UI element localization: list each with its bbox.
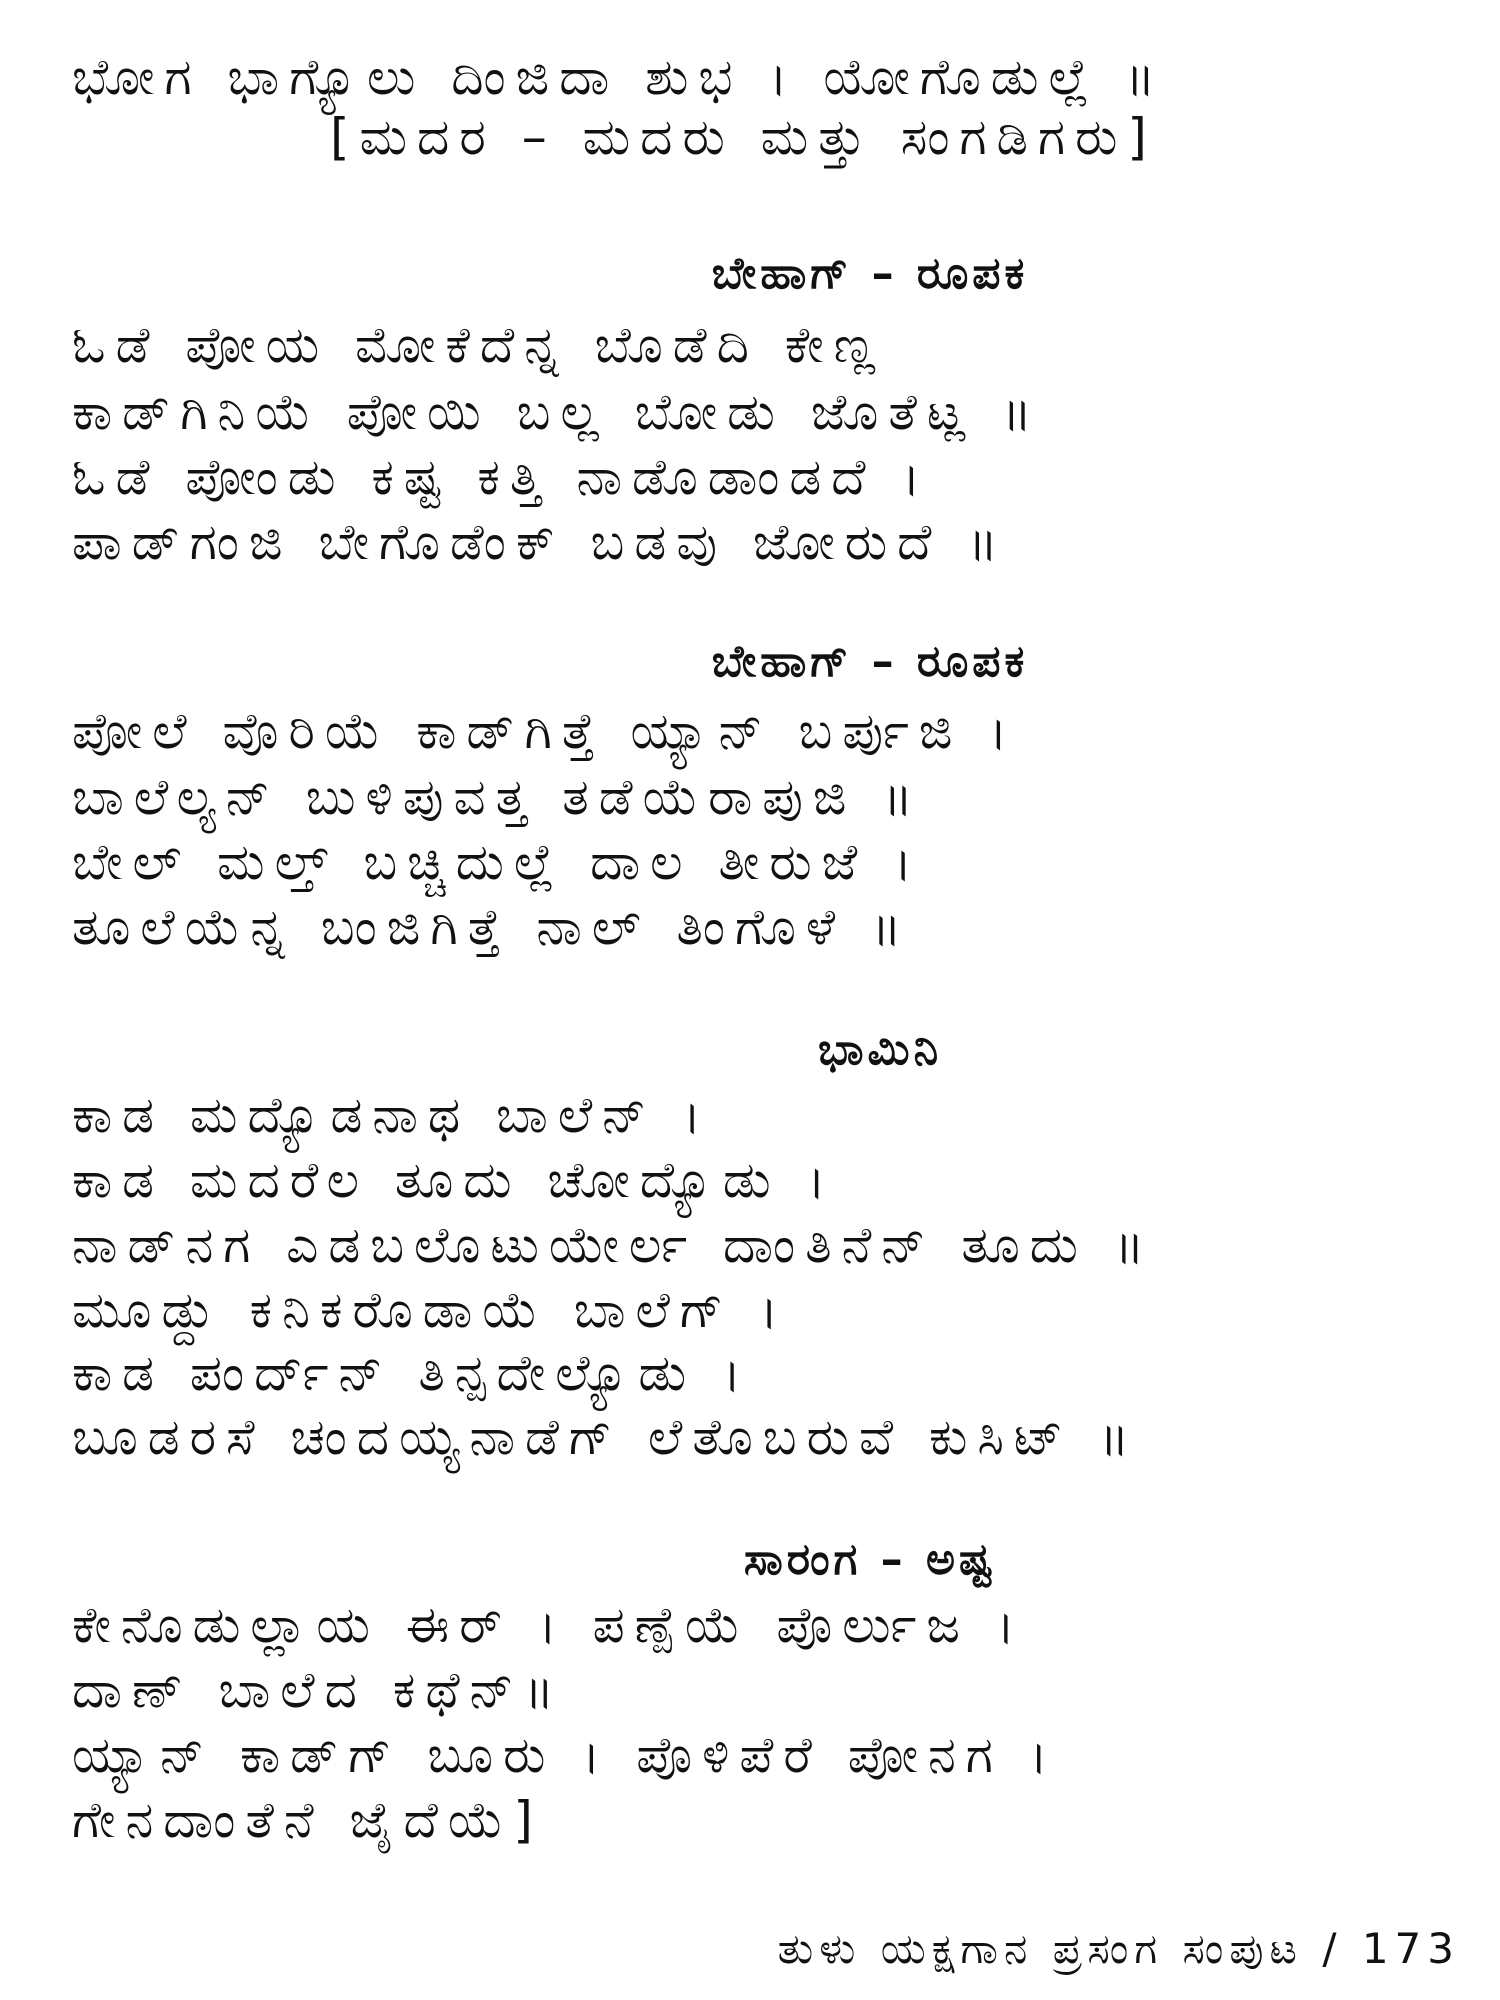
verse-line: ಯ್ಯಾನ್ ಕಾಡ್‌ಗ್ ಬೂರು । ಪೊಳಿಪೆರೆ ಪೋನಗ ।	[72, 1726, 1058, 1784]
section-heading: ಭಾಮಿನಿ	[817, 1024, 943, 1075]
section-heading: ಬೇಹಾಗ್ – ರೂಪಕ	[711, 636, 1029, 687]
verse-line: ಓಡೆ ಪೋಯ ಮೋಕೆದೆನ್ನ ಬೊಡೆದಿ ಕೇಣ್ಲ	[72, 316, 886, 374]
verse-line: ಕಾಡ ಪಂರ್ದ್‌ನ್ ತಿನ್ಪದೇಲ್ಯೊಡು ।	[72, 1344, 752, 1402]
verse-line: ನಾಡ್‌ನಗ ಎಡಬಲೊಟುಯೇರ್ಲ ದಾಂತಿನೆನ್ ತೂದು ॥	[72, 1216, 1155, 1274]
verse-line: ಬೂಡರಸೆ ಚಂದಯ್ಯನಾಡೆಗ್ ಲೆತೊಬರುವೆ ಕುಸಿಟ್ ॥	[72, 1408, 1140, 1466]
verse-line: ಮೂಡ್ದು ಕನಿಕರೊಡಾಯೆ ಬಾಲೆಗ್ ।	[72, 1281, 789, 1339]
verse-line: ಗೇನದಾಂತೆನೆ ಜೈದೆಯೆ]	[72, 1791, 543, 1849]
verse-line: ಕಾಡ ಮದರೆಲ ತೂದು ಚೋದ್ಯೊಡು ।	[72, 1151, 836, 1209]
verse-line: ಬಾಲೆಲ್ಯನ್ ಬುಳಿಪುವತ್ತ ತಡೆಯೆರಾಪುಜಿ ॥	[72, 768, 923, 826]
verse-line: ಕಾಡ ಮದ್ಯೊಡನಾಥ ಬಾಲೆನ್ ।	[72, 1086, 712, 1144]
speaker-note: [ಮದರ – ಮದರು ಮತ್ತು ಸಂಗಡಿಗರು]	[330, 108, 1157, 166]
verse-line: ಓಡೆ ಪೋಂಡು ಕಷ್ಟ ಕತ್ತಿ ನಾಡೊಡಾಂಡದೆ ।	[72, 448, 931, 506]
verse-line: ಕೇನೊಡುಲ್ಲಾಯ ಈರ್ । ಪಣ್ಪೆಯೆ ಪೊರ್ಲುಜ ।	[72, 1596, 1025, 1654]
section-heading: ಸಾರಂಗ – ಅಷ್ಟ	[743, 1534, 997, 1585]
section-heading: ಬೇಹಾಗ್ – ರೂಪಕ	[711, 248, 1029, 299]
verse-line: ಪೋಲೆ ವೊರಿಯೆ ಕಾಡ್‌ಗಿತ್ತೆ ಯ್ಯಾನ್ ಬರ್ಪುಜಿ ।	[72, 702, 1018, 760]
page-footer: ತುಳು ಯಕ್ಷಗಾನ ಪ್ರಸಂಗ ಸಂಪುಟ / 173	[777, 1924, 1460, 1973]
verse-line: ಬೇಲ್ ಮಲ್ತ್ ಬಚ್ಚಿದುಲ್ಲೆ ದಾಲ ತೀರುಜೆ ।	[72, 833, 923, 891]
verse-line: ದಾಣ್ ಬಾಲೆದ ಕಥೆನ್॥	[72, 1661, 565, 1719]
verse-line: ಪಾಡ್‌ಗಂಜಿ ಬೇಗೊಡೆಂಕ್ ಬಡವು ಜೋರುದೆ ॥	[72, 513, 1008, 571]
verse-line: ಭೋಗ ಭಾಗ್ಯೊಲು ದಿಂಜಿದಾ ಶುಭ । ಯೋಗೊಡುಲ್ಲೆ ॥	[72, 48, 1166, 106]
verse-line: ತೂಲೆಯೆನ್ನ ಬಂಜಿಗಿತ್ತೆ ನಾಲ್ ತಿಂಗೊಳೆ ॥	[72, 898, 912, 956]
verse-line: ಕಾಡ್‌ಗಿನಿಯೆ ಪೋಯಿ ಬಲ್ಲ ಬೋಡು ಜೊತೆಟ್ಲ ॥	[72, 383, 1042, 441]
